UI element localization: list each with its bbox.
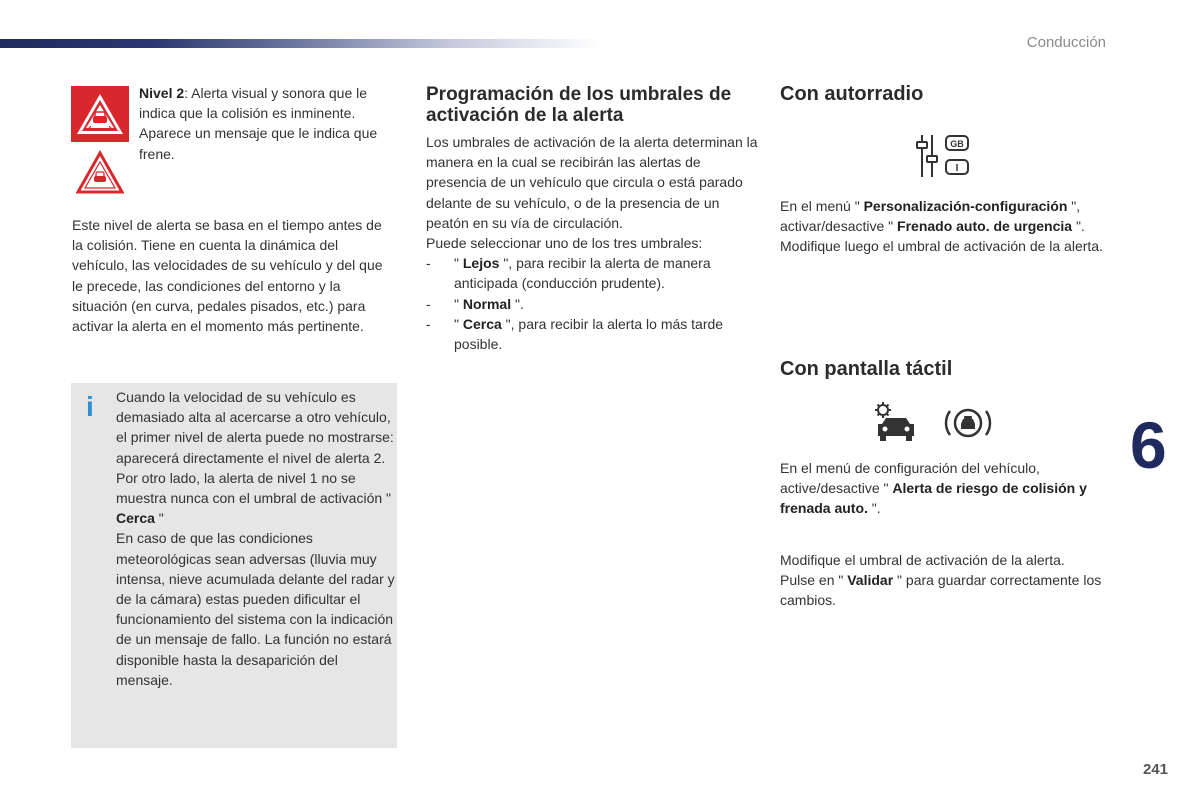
info-text-1: Cuando la velocidad de su vehículo es demasiado alta al acercarse a otro vehículo, el primer nivel de alerta puede no mostrarse: aparecerá directamente el nivel de alerta 2. xyxy=(116,389,394,466)
text-part: Modifique el umbral de activación de la alerta. Pulse en " xyxy=(780,552,1065,589)
threshold-modify-instructions xyxy=(780,550,1102,611)
validar-label: Validar xyxy=(847,572,894,589)
threshold-option-lejos xyxy=(426,253,760,293)
threshold-option-normal xyxy=(426,294,760,314)
function-name: Alerta de riesgo de colisión y frenada auto. xyxy=(780,480,1087,517)
option-pre: " xyxy=(454,315,463,332)
touchscreen-instructions xyxy=(780,458,1102,519)
nivel2-text: : Alerta visual y sonora que le indica que la colisión es inminente. Aparece un mensaje que le indica que frene. xyxy=(139,85,378,162)
info-text-2-post: " xyxy=(154,510,164,527)
radio-icon-label-gb: GB xyxy=(950,139,964,149)
touchscreen-heading: Con pantalla táctil xyxy=(780,358,953,380)
page-number: 241 xyxy=(1142,761,1168,778)
nivel2-label: Nivel 2 xyxy=(139,85,185,101)
option-post: ", para recibir la alerta de manera anticipada (conducción prudente). xyxy=(454,255,711,292)
thresholds-body xyxy=(426,132,760,354)
vehicle-settings-icon xyxy=(870,400,918,446)
thresholds-intro: Puede seleccionar uno de los tres umbrales: xyxy=(426,235,703,252)
text-part: ". xyxy=(867,500,881,517)
text-part: En el menú de configuración del vehículo, active/desactive " xyxy=(780,460,1040,497)
text-part: ", activar/desactive " xyxy=(780,198,1081,235)
text-part: ". Modifique luego el umbral de activación de la alerta. xyxy=(780,218,1103,255)
threshold-option-cerca xyxy=(426,314,760,354)
option-bold: Cerca xyxy=(462,315,502,332)
thresholds-paragraph: Los umbrales de activación de la alerta determinan la manera en la cual se recibirán las alertas de presencia de un vehículo que circula o está parado delante de su vehículo, o de la presencia de un peatón en su vía de circulación. xyxy=(426,134,758,231)
header-gradient-bar xyxy=(0,39,600,48)
menu-name: Personalización-configuración xyxy=(863,198,1068,214)
collision-warning-outline-icon xyxy=(76,150,124,196)
threshold-options-list xyxy=(426,253,760,354)
option-pre: " xyxy=(454,295,463,312)
option-post: ". xyxy=(511,295,524,312)
info-text-2-bold: Cerca xyxy=(116,510,155,527)
function-name: Frenado auto. de urgencia xyxy=(897,218,1073,235)
info-icon: i xyxy=(86,391,94,422)
option-bold: Normal xyxy=(462,295,512,312)
option-bold: Lejos xyxy=(462,255,500,272)
collision-warning-red-icon xyxy=(71,86,129,142)
radio-icon-label-i: I xyxy=(955,163,959,174)
autorradio-instructions xyxy=(780,196,1110,257)
option-post: ", para recibir la alerta lo más tarde posible. xyxy=(454,315,724,353)
alert-level-paragraph: Este nivel de alerta se basa en el tiempo antes de la colisión. Tiene en cuenta la dinámica del vehículo, las velocidades de su vehículo y del que le precede, las condiciones del entorno y la situación (en curva, pedales pisados, etc.) para activar la alerta en el momento más pertinente. xyxy=(72,217,383,335)
info-text-2-pre: Por otro lado, la alerta de nivel 1 no se muestra nunca con el umbral de activación " xyxy=(116,469,392,507)
thresholds-heading: Programación de los umbrales de activación de la alerta xyxy=(426,84,732,126)
option-pre: " xyxy=(454,255,463,272)
radio-settings-icon xyxy=(914,132,972,180)
chapter-number: 6 xyxy=(1130,408,1167,482)
nivel2-description xyxy=(139,83,397,164)
section-title: Conducción xyxy=(1026,34,1106,51)
info-text-2 xyxy=(116,468,396,529)
info-text xyxy=(116,387,396,690)
auto-brake-icon xyxy=(944,402,992,444)
text-part: En el menú " xyxy=(780,198,864,214)
autorradio-heading: Con autorradio xyxy=(780,83,924,105)
info-box xyxy=(71,383,397,748)
text-part: " para guardar correctamente los cambios. xyxy=(780,572,1102,609)
info-text-3: En caso de que las condiciones meteorológicas sean adversas (lluvia muy intensa, nieve acumulada delante del radar y de la cámara) estas pueden dificultar el funcionamiento del sistema con la indicación de un mensaje de fallo. La función no estará disponible hasta la desaparición del mensaje. xyxy=(116,530,395,688)
